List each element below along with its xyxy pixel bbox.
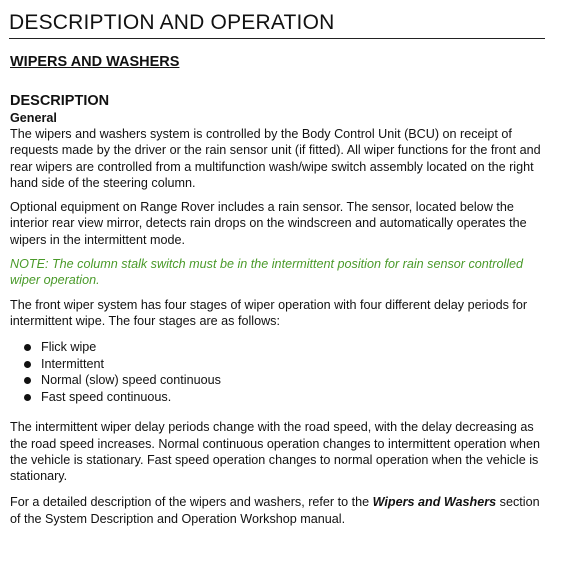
reference-link-text: Wipers and Washers (372, 495, 497, 510)
list-item-label: Intermittent (41, 356, 104, 371)
note-text: NOTE: The column stalk switch must be in the intermittent position for rain sensor controlled wiper operation. (10, 257, 524, 288)
bullet-icon (24, 394, 31, 401)
paragraph-stages-intro: The front wiper system has four stages of wiper operation with four different delay periods for intermittent wipe. The four stages are as follows: (10, 297, 528, 328)
bullet-icon (24, 361, 31, 368)
paragraph-reference (10, 494, 546, 527)
paragraph-rain-sensor: Optional equipment on Range Rover includes a rain sensor. The sensor, located below the interior rear view mirror, detects rain drops on the windscreen and automatically operates the wipers in the intermittent mode. (10, 200, 527, 247)
stages-list (10, 339, 546, 405)
list-item (10, 339, 546, 356)
paragraph-delay-periods: The intermittent wiper delay periods change with the road speed, with the delay decreasing as the road speed increases. Normal continuous operation changes to intermittent operation when the vehicle is stationary. Fast speed operation changes to normal operation when the vehicle is stationary. (10, 420, 540, 484)
list-item-label: Flick wipe (41, 340, 97, 355)
description-content (10, 93, 546, 527)
bullet-icon (24, 344, 31, 351)
bullet-icon (24, 377, 31, 384)
description-heading: DESCRIPTION (10, 93, 110, 109)
list-item-label: Normal (slow) speed continuous (41, 373, 221, 388)
list-item (10, 372, 546, 389)
reference-suffix: section of the System Description and Operation Workshop manual. (10, 495, 540, 526)
list-item (10, 356, 546, 373)
general-heading: General (10, 111, 57, 125)
list-item-label: Fast speed continuous. (41, 389, 172, 404)
page-title: DESCRIPTION AND OPERATION (9, 11, 335, 34)
page-header (9, 10, 545, 39)
section-title: WIPERS AND WASHERS (10, 54, 180, 70)
paragraph-bcu: The wipers and washers system is controlled by the Body Control Unit (BCU) on receipt of requests made by the driver or the rain sensor unit (if fitted). All wiper functions for the front and rear wipers are controlled from a multifunction wash/wipe switch assembly located on the right hand side of the steering column. (10, 127, 541, 190)
reference-prefix: For a detailed description of the wipers and washers, refer to the (10, 495, 373, 510)
list-item (10, 389, 546, 406)
